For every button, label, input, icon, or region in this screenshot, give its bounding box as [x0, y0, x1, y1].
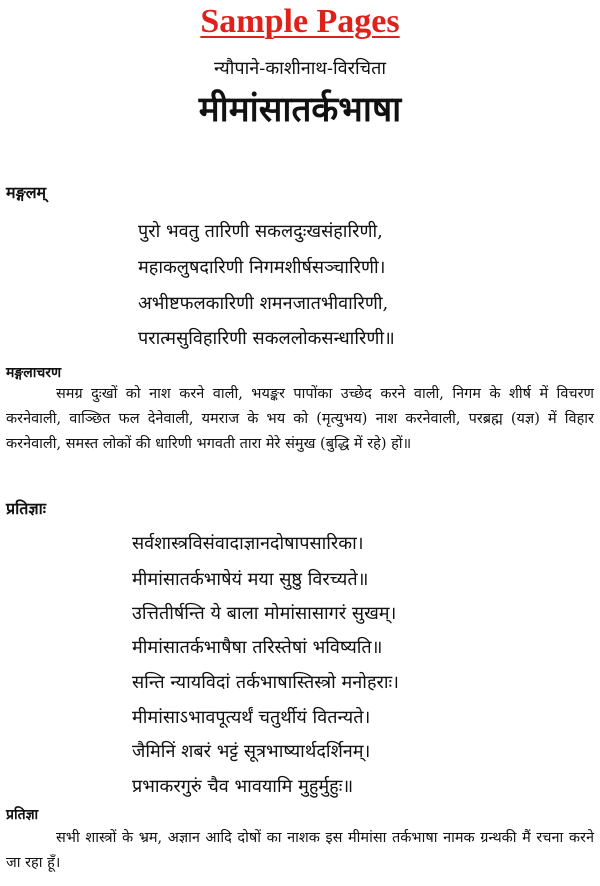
verse-line: उत्तितीर्षन्ति ये बाला मोमांसासागरं सुखम्।	[132, 603, 397, 624]
author-byline: न्यौपाने-काशीनाथ-विरचिता	[213, 58, 387, 79]
verse-line: पुरो भवतु तारिणी सकलदुःखसंहारिणी,	[138, 221, 383, 242]
verse-line: महाकलुषदारिणी निगमशीर्षसञ्चारिणी।	[138, 257, 386, 278]
verse-line: सन्ति न्यायविदां तर्कभाषास्तिस्त्रो मनोहराः।	[132, 672, 399, 693]
section-heading-pratijna-translation: प्रतिज्ञा	[6, 807, 39, 823]
verse-line: मीमांसातर्कभाषेयं मया सुष्ठु विरच्यते॥	[132, 569, 369, 590]
sample-pages-banner: Sample Pages	[200, 3, 400, 40]
translation-paragraph: सभी शास्त्रों के भ्रम, अज्ञान आदि दोषों का नाशक इस मीमांसा तर्कभाषा नामक ग्रन्थकी मैं रचना करने जा रहा हूँ।	[6, 830, 594, 871]
verse-line: जैमिनिं शबरं भट्टं सूत्रभाष्यार्थदर्शिनम्।	[132, 741, 371, 762]
book-title: मीमांसातर्कभाषा	[198, 89, 402, 130]
verse-line: मीमांसाऽभावपूत्यर्थं चतुर्थीयं वितन्यते।	[132, 707, 371, 728]
verse-line: मीमांसातर्कभाषैषा तरिस्तेषां भविष्यति॥	[132, 637, 383, 658]
section-heading-mangalacharan: मङ्गलाचरण	[6, 365, 62, 381]
verse-line: प्रभाकरगुरुं चैव भावयामि मुहुर्मुहुः॥	[132, 776, 354, 797]
verse-line: परात्मसुविहारिणी सकललोकसन्धारिणी॥	[138, 328, 395, 349]
verse-line: सर्वशास्त्रविसंवादाज्ञानदोषापसारिका।	[132, 533, 364, 554]
verse-line: अभीष्टफलकारिणी शमनजातभीवारिणी,	[138, 293, 389, 314]
section-heading-pratijna: प्रतिज्ञाः	[6, 499, 47, 518]
section-heading-mangalam: मङ्गलम्	[6, 183, 47, 202]
translation-paragraph: समग्र दुःखों को नाश करने वाली, भयङ्कर पापोंका उच्छेद करने वाली, निगम के शीर्ष में विचरण करनेवाली, वाञ्छित फल देनेवाली, यमराज के भय को (मृत्युभय) नाश करनेवाली, परब्रह्म (यज्ञ) में विहार करनेवाली, समस्त लोकों की धारिणी भगवती तारा मेरे संमुख (बुद्धि में रहे) हों॥	[6, 386, 594, 452]
